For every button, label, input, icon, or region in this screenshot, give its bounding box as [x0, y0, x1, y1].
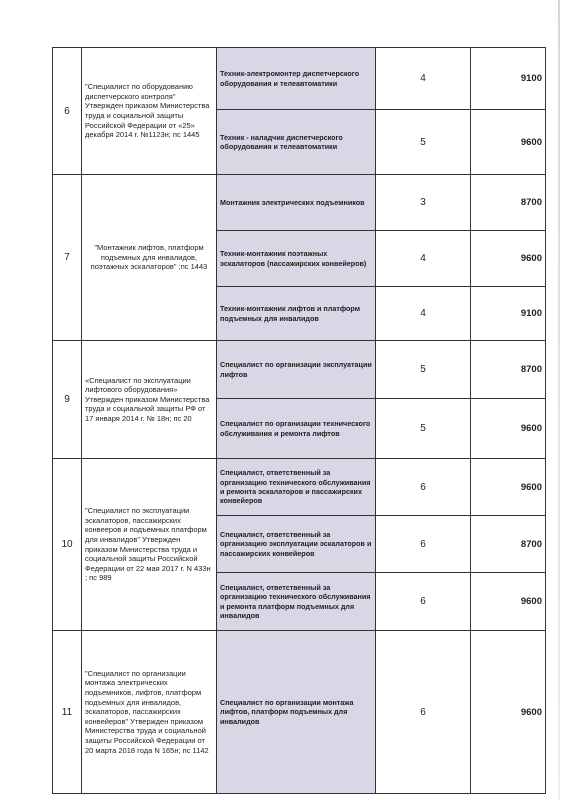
qualification-cell: Специалист, ответственный за организацию эксплуатации эскалаторов и пассажирских конвейеров: [217, 516, 376, 573]
qualification-table: [52, 47, 546, 794]
qualification-cell: Техник - наладчик диспетчерского оборудования и телеавтоматики: [217, 110, 376, 175]
level-cell: 4: [376, 287, 471, 341]
row-number: 10: [53, 459, 82, 631]
level-cell: 6: [376, 459, 471, 516]
qualification-cell: Техник-монтажник лифтов и платформ подъемных для инвалидов: [217, 287, 376, 341]
standard-cell: "Специалист по организации монтажа электрических подъемников, лифтов, платформ подъемных для инвалидов, эскалаторов, пассажирских конвейеров" Утвержден приказом Министерства труда и социальной защиты Российской Федерации от 20 марта 2018 года N 165н; пс 1142: [82, 631, 217, 794]
wage-cell: 8700: [471, 175, 546, 231]
level-cell: 5: [376, 399, 471, 459]
row-number: 7: [53, 175, 82, 341]
qualification-cell: Специалист по организации эксплуатации лифтов: [217, 341, 376, 399]
standard-cell: "Специалист по оборудованию диспетчерского контроля" Утвержден приказом Министерства труда и социальной защиты Российской Федерации от «25» декабря 2014 г. №1123н; пс 1445: [82, 48, 217, 175]
table-row: [53, 175, 546, 231]
wage-cell: 9600: [471, 231, 546, 287]
wage-cell: 8700: [471, 516, 546, 573]
wage-cell: 9600: [471, 631, 546, 794]
standard-cell: «Специалист по эксплуатации лифтового оборудования» Утвержден приказом Министерства труда и социальной защиты РФ от 17 января 2014 г. № 18н; пс 20: [82, 341, 217, 459]
qualification-cell: Монтажник электрических подъемников: [217, 175, 376, 231]
level-cell: 6: [376, 573, 471, 631]
row-number: 9: [53, 341, 82, 459]
wage-cell: 9600: [471, 573, 546, 631]
standard-cell: "Специалист по эксплуатации эскалаторов, пассажирских конвееров и подъемных платформ для инвалидов" Утвержден приказом Министерства труда и социальной защиты Российской Федерации от 22 мая 2017 г. N 433н ; пс 989: [82, 459, 217, 631]
wage-cell: 9600: [471, 110, 546, 175]
level-cell: 3: [376, 175, 471, 231]
standard-cell: "Монтажник лифтов, платформ подъемных для инвалидов, поэтажных эскалаторов" ;пс 1443: [82, 175, 217, 341]
level-cell: 4: [376, 231, 471, 287]
qualification-cell: Техник-монтажник поэтажных эскалаторов (пассажирских конвейеров): [217, 231, 376, 287]
wage-cell: 9600: [471, 459, 546, 516]
level-cell: 4: [376, 48, 471, 110]
qualification-cell: Специалист по организации технического обслуживания и ремонта лифтов: [217, 399, 376, 459]
table-row: [53, 459, 546, 516]
page-edge: [558, 0, 560, 800]
row-number: 11: [53, 631, 82, 794]
qualification-cell: Техник-электромонтер диспетчерского оборудования и телеавтоматики: [217, 48, 376, 110]
table-row: [53, 48, 546, 110]
wage-cell: 9600: [471, 399, 546, 459]
qualification-cell: Специалист, ответственный за организацию технического обслуживания и ремонта эскалаторов и пассажирских конвейеров: [217, 459, 376, 516]
level-cell: 6: [376, 516, 471, 573]
qualification-cell: Специалист по организации монтажа лифтов, платформ подъемных для инвалидов: [217, 631, 376, 794]
table-row: [53, 631, 546, 794]
wage-cell: 8700: [471, 341, 546, 399]
row-number: 6: [53, 48, 82, 175]
level-cell: 5: [376, 110, 471, 175]
wage-cell: 9100: [471, 287, 546, 341]
level-cell: 5: [376, 341, 471, 399]
wage-cell: 9100: [471, 48, 546, 110]
qualification-cell: Специалист, ответственный за организацию технического обслуживания и ремонта платформ подъемных для инвалидов: [217, 573, 376, 631]
level-cell: 6: [376, 631, 471, 794]
table-row: [53, 341, 546, 399]
